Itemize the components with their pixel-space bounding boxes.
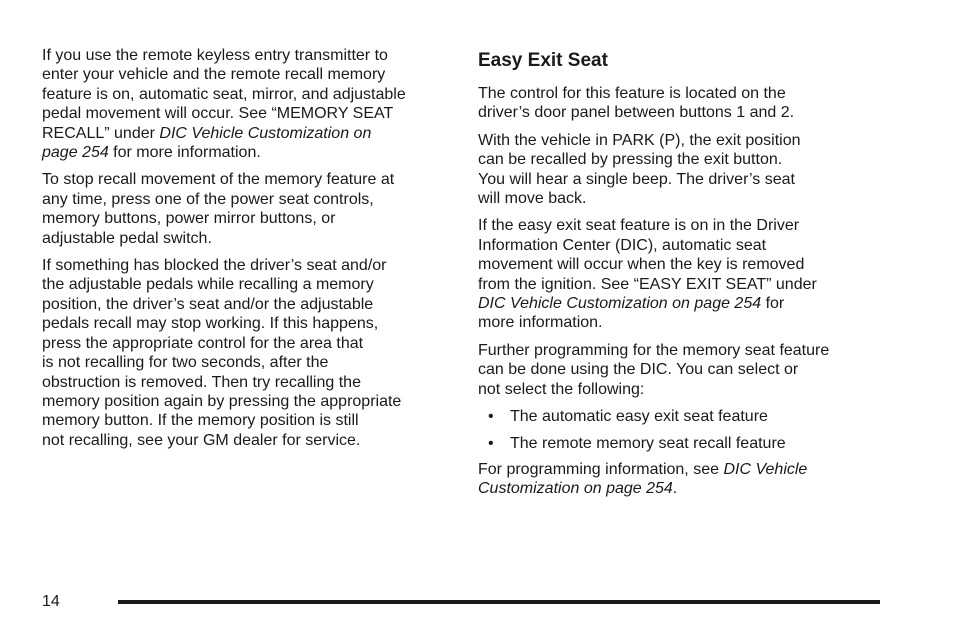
paragraph-remote-recall bbox=[42, 46, 450, 162]
footer-rule bbox=[118, 600, 880, 604]
page-reference: Customization on page 254 bbox=[478, 480, 673, 498]
text-line: more information. bbox=[478, 314, 603, 332]
text-line: any time, press one of the power seat controls, bbox=[42, 190, 374, 208]
text-line: Information Center (DIC), automatic seat bbox=[478, 236, 767, 254]
text-line: If you use the remote keyless entry transmitter to bbox=[42, 47, 388, 64]
paragraph-stop-recall bbox=[42, 170, 450, 248]
text-line: memory button. If the memory position is still bbox=[42, 412, 359, 430]
right-column bbox=[478, 46, 878, 507]
text-line: memory buttons, power mirror buttons, or bbox=[42, 210, 336, 228]
page-reference: DIC Vehicle Customization on bbox=[159, 124, 372, 142]
text-line: not recalling, see your GM dealer for service. bbox=[42, 431, 361, 449]
text-fragment: for more information. bbox=[108, 144, 261, 162]
text-line: not select the following: bbox=[478, 380, 645, 398]
bullet-icon: • bbox=[488, 408, 494, 426]
text-line bbox=[42, 143, 450, 162]
text-line: movement will occur when the key is removed bbox=[478, 256, 805, 274]
text-line: is not recalling for two seconds, after the bbox=[42, 354, 329, 372]
text-line: pedals recall may stop working. If this happens, bbox=[42, 315, 379, 333]
text-line: enter your vehicle and the remote recall memory bbox=[42, 66, 386, 84]
text-line: adjustable pedal switch. bbox=[42, 229, 212, 247]
text-line: The control for this feature is located on the bbox=[478, 85, 786, 102]
bullet-icon: • bbox=[488, 434, 494, 452]
text-line: You will hear a single beep. The driver’s seat bbox=[478, 170, 795, 188]
paragraph-blocked-recall bbox=[42, 256, 450, 450]
text-line: driver’s door panel between buttons 1 and 2. bbox=[478, 104, 795, 122]
text-line: feature is on, automatic seat, mirror, and adjustable bbox=[42, 85, 406, 103]
text-line: memory position again by pressing the appropriate bbox=[42, 392, 402, 410]
text-fragment: . bbox=[672, 480, 678, 498]
text-fragment: RECALL” under bbox=[42, 124, 160, 142]
list-item-text: The remote memory seat recall feature bbox=[510, 434, 786, 452]
list-item-text: The automatic easy exit seat feature bbox=[510, 408, 768, 426]
text-line bbox=[478, 460, 878, 479]
text-line: the adjustable pedals while recalling a memory bbox=[42, 276, 374, 294]
paragraph-programming-info bbox=[478, 460, 878, 499]
text-line bbox=[478, 479, 878, 498]
text-line: To stop recall movement of the memory feature at bbox=[42, 171, 395, 189]
section-heading: Easy Exit Seat bbox=[478, 50, 608, 71]
text-line: press the appropriate control for the area that bbox=[42, 334, 364, 352]
feature-list bbox=[478, 407, 878, 453]
text-fragment: For programming information, see bbox=[478, 460, 724, 478]
page-reference: page 254 bbox=[42, 144, 109, 162]
text-fragment: for bbox=[761, 295, 785, 313]
text-line bbox=[42, 124, 450, 143]
page-reference: DIC Vehicle Customization on page 254 bbox=[478, 295, 762, 313]
text-line: If something has blocked the driver’s seat and/or bbox=[42, 257, 387, 275]
page-number: 14 bbox=[42, 593, 60, 610]
text-line: can be done using the DIC. You can select or bbox=[478, 361, 799, 379]
text-line: If the easy exit seat feature is on in the Driver bbox=[478, 217, 800, 235]
text-line: With the vehicle in PARK (P), the exit position bbox=[478, 131, 801, 149]
list-item bbox=[478, 407, 878, 426]
text-line: Further programming for the memory seat feature bbox=[478, 341, 830, 359]
paragraph-further-programming bbox=[478, 341, 878, 399]
paragraph-dic-exit bbox=[478, 216, 878, 332]
text-line: will move back. bbox=[478, 190, 587, 208]
text-line: pedal movement will occur. See “MEMORY SEAT bbox=[42, 105, 394, 123]
left-column bbox=[42, 46, 450, 458]
text-line: can be recalled by pressing the exit button. bbox=[478, 151, 783, 169]
list-item bbox=[478, 434, 878, 453]
text-line: obstruction is removed. Then try recalling the bbox=[42, 373, 361, 391]
paragraph-control-location bbox=[478, 84, 878, 123]
page-reference: DIC Vehicle bbox=[723, 460, 808, 478]
text-line: from the ignition. See “EASY EXIT SEAT” under bbox=[478, 275, 817, 293]
text-line bbox=[478, 294, 878, 313]
text-line: position, the driver’s seat and/or the adjustable bbox=[42, 295, 374, 313]
paragraph-park-exit bbox=[478, 131, 878, 209]
